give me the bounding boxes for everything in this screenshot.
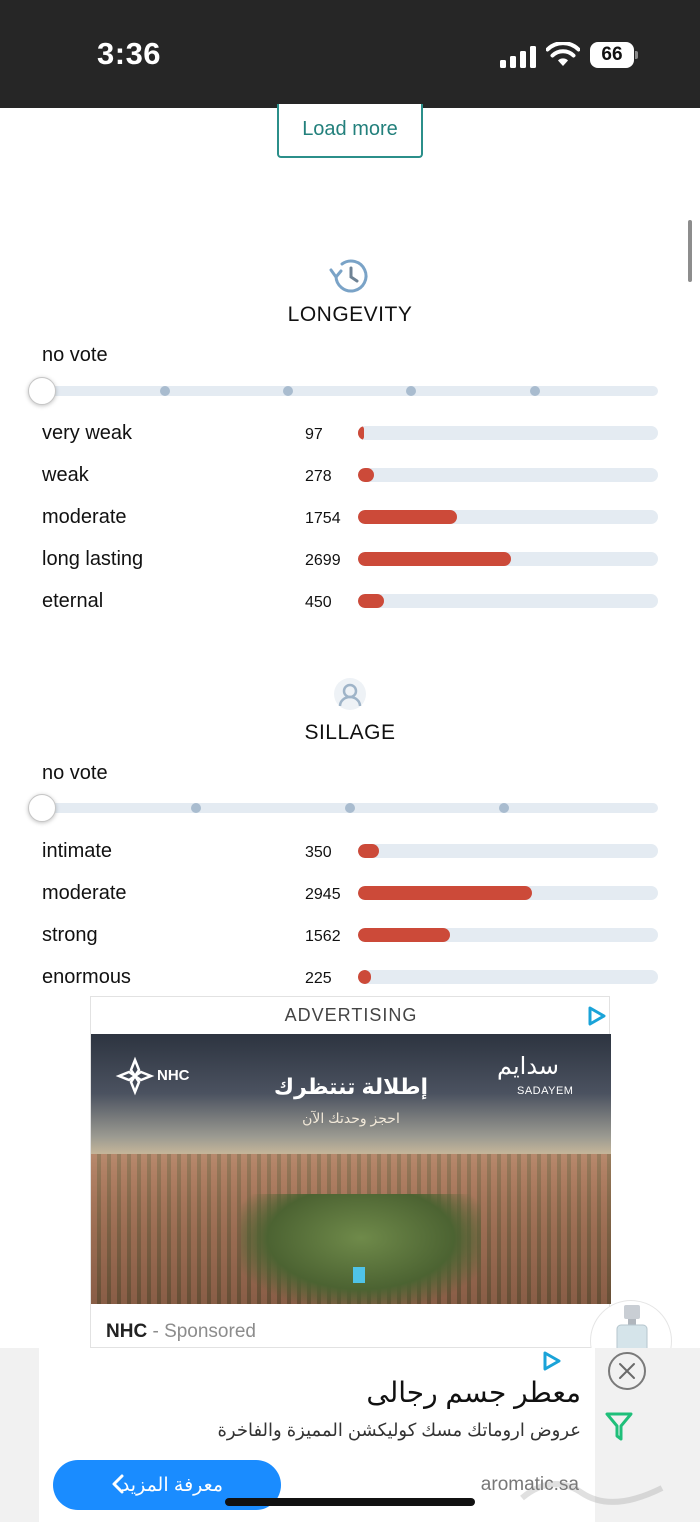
vote-bar-fill: [358, 468, 374, 482]
adchoices-icon[interactable]: [541, 1350, 563, 1372]
advertising-label: ADVERTISING: [284, 1005, 418, 1025]
close-ad-button[interactable]: [608, 1352, 646, 1390]
vote-bar-fill: [358, 970, 371, 984]
vote-label: eternal: [42, 590, 104, 612]
vote-bar-track: [358, 468, 658, 482]
vote-label: moderate: [42, 506, 127, 528]
watermark-logo: [512, 1468, 672, 1508]
vote-bar-fill: [358, 844, 379, 858]
vote-bar-track: [358, 970, 658, 984]
ad-park-illustration: [241, 1194, 481, 1304]
slider-stop[interactable]: [160, 386, 170, 396]
vote-bar-track: [358, 928, 658, 942]
sillage-title: SILLAGE: [304, 721, 396, 744]
vote-count: 2945: [305, 886, 341, 903]
battery-icon: [590, 42, 638, 68]
cellular-signal-icon: [500, 46, 536, 68]
vote-bar-track: [358, 594, 658, 608]
slider-stop[interactable]: [345, 803, 355, 813]
vote-count: 97: [305, 426, 323, 443]
status-bar: [0, 0, 700, 108]
vote-count: 1562: [305, 928, 341, 945]
longevity-clock-icon: [328, 256, 372, 298]
advertising-card[interactable]: [90, 996, 610, 1348]
vote-count: 225: [305, 970, 332, 987]
vote-count: 2699: [305, 552, 341, 569]
vote-count: 350: [305, 844, 332, 861]
slider-stop[interactable]: [191, 803, 201, 813]
longevity-row-long-lasting: [0, 548, 700, 578]
longevity-row-very-weak: [0, 422, 700, 452]
sillage-no-vote-label: no vote: [42, 762, 108, 784]
ad-funnel-icon[interactable]: [605, 1412, 633, 1442]
ad-subline: احجز وحدتك الآن: [302, 1110, 400, 1126]
longevity-title: LONGEVITY: [287, 303, 413, 326]
vote-label: enormous: [42, 966, 131, 988]
ad-banner-image[interactable]: [91, 1034, 611, 1304]
vote-bar-track: [358, 886, 658, 900]
ad-sponsored-label: Sponsored: [164, 1321, 256, 1342]
ad-headline: إطلالة تنتظرك: [273, 1074, 429, 1099]
ad-separator: -: [147, 1321, 165, 1342]
vote-count: 278: [305, 468, 332, 485]
sillage-row-intimate: [0, 840, 700, 870]
vote-bar-fill: [358, 886, 532, 900]
vote-bar-fill: [358, 426, 364, 440]
ad-advertiser: NHC: [106, 1321, 148, 1342]
vote-label: intimate: [42, 840, 113, 862]
vote-label: long lasting: [42, 548, 144, 570]
sillage-row-enormous: [0, 966, 700, 996]
ad-project-name-ar: سدايم: [497, 1053, 560, 1080]
bottom-ad-domain[interactable]: aromatic.sa: [480, 1474, 579, 1495]
vote-bar-fill: [358, 552, 511, 566]
longevity-row-weak: [0, 464, 700, 494]
longevity-vote-slider[interactable]: [42, 386, 658, 396]
longevity-row-moderate: [0, 506, 700, 536]
vote-bar-track: [358, 426, 658, 440]
vote-bar-fill: [358, 928, 450, 942]
vote-bar-track: [358, 552, 658, 566]
sillage-person-icon: [332, 676, 368, 712]
bottom-ad-subtitle: عروض اروماتك مسك كوليكشن المميزة والفاخرة: [217, 1420, 581, 1440]
vote-label: weak: [42, 464, 89, 486]
vote-label: strong: [42, 924, 98, 946]
sillage-slider-knob[interactable]: [28, 794, 56, 822]
vote-label: very weak: [42, 422, 133, 444]
sillage-row-strong: [0, 924, 700, 954]
close-icon: [618, 1362, 636, 1380]
home-indicator[interactable]: [225, 1498, 475, 1506]
vote-bar-track: [358, 510, 658, 524]
ad-pool-illustration: [353, 1267, 365, 1283]
scrollbar[interactable]: [688, 220, 692, 282]
bottom-ad-title: معطر جسم رجالى: [366, 1377, 581, 1408]
wifi-icon: [546, 42, 580, 68]
sillage-vote-slider[interactable]: [42, 803, 658, 813]
vote-count: 450: [305, 594, 332, 611]
learn-more-label: معرفة المزيد: [120, 1475, 223, 1496]
longevity-no-vote-label: no vote: [42, 344, 108, 366]
load-more-button[interactable]: Load more: [277, 104, 423, 158]
ad-brand-logo: NHC: [157, 1067, 190, 1084]
status-time: 3:36: [97, 36, 162, 71]
slider-stop[interactable]: [530, 386, 540, 396]
vote-bar-track: [358, 844, 658, 858]
longevity-slider-knob[interactable]: [28, 377, 56, 405]
slider-stop[interactable]: [283, 386, 293, 396]
ad-sponsor-line: [106, 1321, 256, 1343]
sillage-row-moderate: [0, 882, 700, 912]
vote-bar-fill: [358, 594, 384, 608]
longevity-row-eternal: [0, 590, 700, 620]
vote-label: moderate: [42, 882, 127, 904]
vote-bar-fill: [358, 510, 457, 524]
adchoices-icon[interactable]: [586, 1005, 608, 1027]
vote-count: 1754: [305, 510, 341, 527]
ad-project-name-en: SADAYEM: [517, 1085, 574, 1097]
slider-stop[interactable]: [499, 803, 509, 813]
battery-level: 66: [590, 42, 634, 68]
slider-stop[interactable]: [406, 386, 416, 396]
